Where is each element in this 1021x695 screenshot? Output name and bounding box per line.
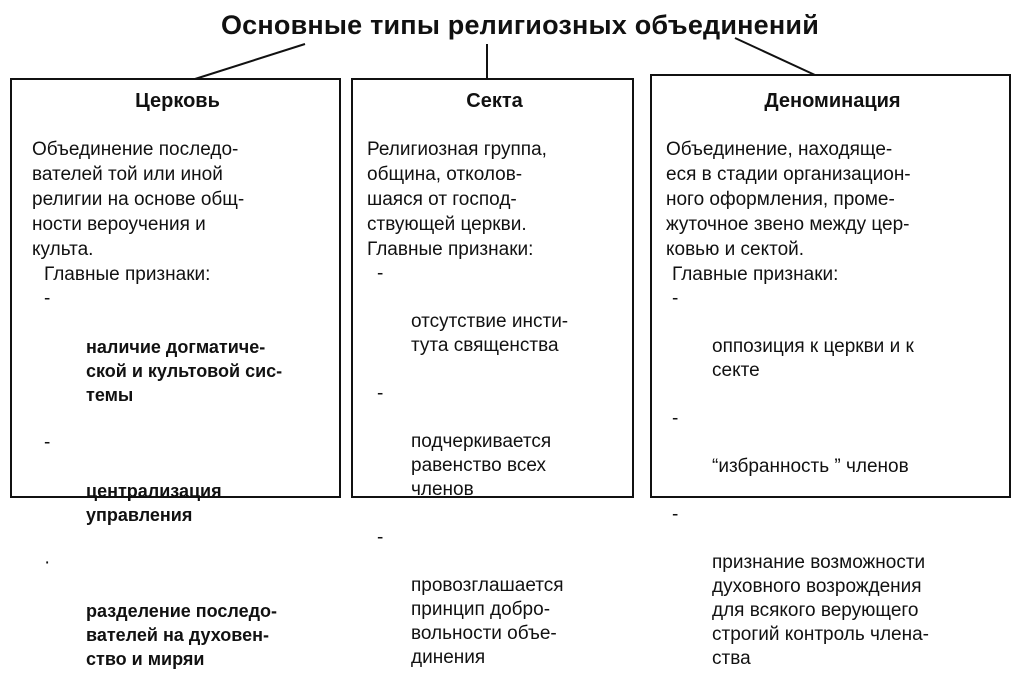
- box-sect-heading: Секта: [466, 90, 523, 112]
- bullet-marker: ·: [44, 552, 51, 573]
- connector-to-denomination: [735, 38, 815, 75]
- feature-text: разделение последо- вателей на духовен- ство и миряи: [86, 601, 278, 669]
- box-sect-features-label: Главные признаки:: [367, 239, 534, 260]
- box-sect-description: Религиозная группа, община, отколов- шаяся от господ- ствующей церкви.: [367, 139, 547, 235]
- bullet-marker: -: [672, 408, 679, 429]
- box-denomination-features-label: Главные признаки:: [672, 264, 839, 285]
- box-church-features: [26, 287, 329, 695]
- feature-text: провозглашается принцип добро- вольности объе- динения: [411, 575, 564, 668]
- box-sect-features: [367, 262, 622, 694]
- feature-item: [666, 503, 999, 695]
- feature-item: [367, 526, 622, 694]
- box-sect: [351, 78, 634, 668]
- feature-item: [26, 287, 329, 431]
- box-denomination-description: Объединение, находяще- еся в стадии организацион- ного оформления, проме- жуточное звено между цер- ковью и сектой.: [666, 139, 911, 260]
- bullet-marker: -: [377, 383, 384, 404]
- feature-item: [367, 382, 622, 526]
- box-denomination-heading: Деноминация: [764, 90, 901, 112]
- feature-text: признание возможности духовного возрождения для всякого верующего строгий контроль члена- ства: [712, 552, 929, 669]
- feature-item: [26, 551, 329, 695]
- box-church: [10, 78, 341, 669]
- bullet-marker: -: [672, 288, 679, 309]
- feature-text: “избранность ” членов: [712, 456, 909, 477]
- feature-item: [367, 262, 622, 382]
- feature-text: подчеркивается равенство всех членов: [411, 431, 552, 500]
- feature-item: [26, 431, 329, 551]
- box-church-heading: Церковь: [135, 90, 220, 112]
- bullet-marker: -: [44, 432, 51, 453]
- feature-text: отсутствие инсти- тута священства: [411, 311, 569, 356]
- bullet-marker: -: [377, 263, 384, 284]
- bullet-marker: -: [672, 504, 679, 525]
- box-denomination-features: [666, 287, 999, 695]
- feature-item: [666, 287, 999, 407]
- bullet-marker: -: [44, 288, 51, 309]
- feature-item: [666, 407, 999, 503]
- feature-text: наличие догматиче- ской и культовой сис- темы: [86, 337, 283, 405]
- feature-text: централизация управления: [86, 481, 222, 525]
- connector-to-church: [195, 44, 305, 79]
- diagram-title: Основные типы религиозных объединений: [220, 10, 819, 40]
- box-church-description: Объединение последо- вателей той или иной религии на основе общ- ности вероучения и культа.: [32, 139, 245, 260]
- box-church-features-label: Главные признаки:: [44, 264, 211, 285]
- feature-text: оппозиция к церкви и к секте: [712, 336, 914, 381]
- bullet-marker: -: [377, 527, 384, 548]
- box-denomination: [650, 74, 1011, 669]
